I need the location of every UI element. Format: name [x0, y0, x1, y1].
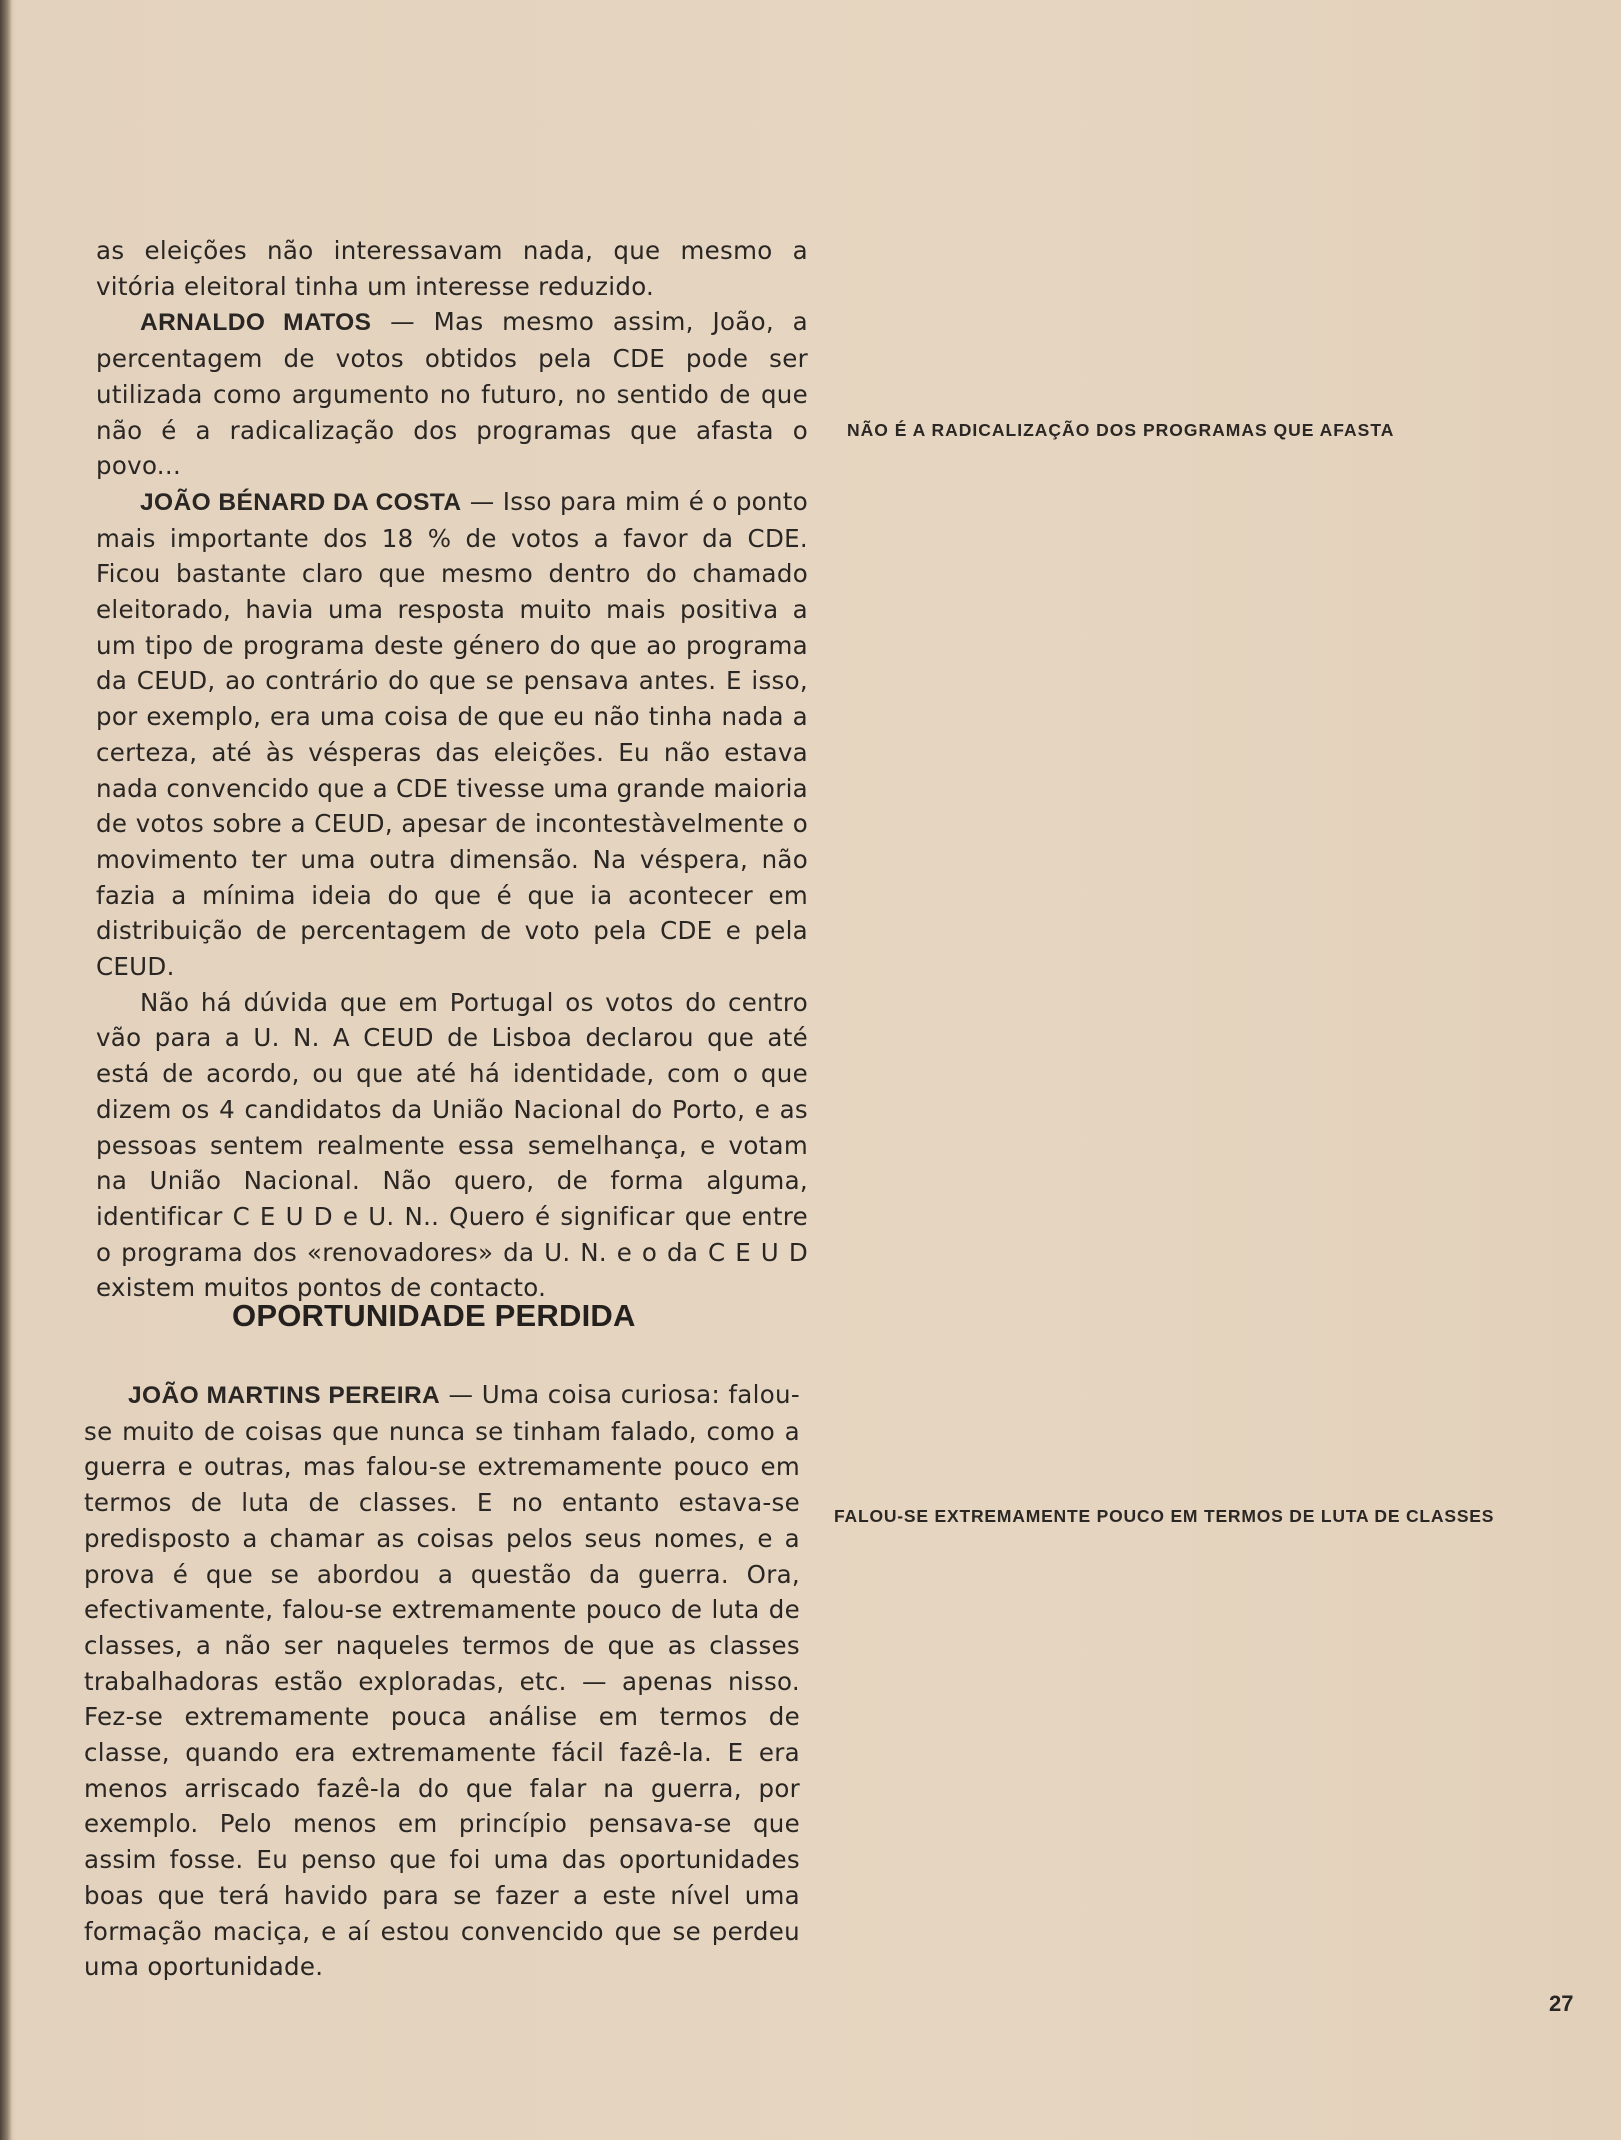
paragraph-text: — Isso para mim é o ponto mais importante dos 18 % de votos a favor da CDE. Ficou bastante claro que mesmo dentro do chamado eleitorado, havia uma resposta muito mais positiva a um tipo de programa deste género do que ao programa da CEUD, ao contrário do que se pensava antes. E isso, por exemplo, era uma coisa de que eu não tinha nada a certeza, até às vésperas das eleições. Eu não estava nada convencido que a CDE tivesse uma grande maioria de votos sobre a CEUD, apesar de incontestàvelmente o movimento ter uma outra dimensão. Na véspera, não fazia a mínima ideia do que é que ia acontecer em distribuição de percentagem de voto pela CDE e pela CEUD.: [96, 486, 808, 982]
paragraph: [84, 1377, 800, 1985]
paragraph-text: — Mas mesmo assim, João, a percentagem de votos obtidos pela CDE pode ser utilizada como argumento no futuro, no sentido de que não é a radicalização dos programas que afasta o povo...: [96, 307, 808, 481]
paragraph-text: — Uma coisa curiosa: falou-se muito de coisas que nunca se tinham falado, como a guerra e outras, mas falou-se extremamente pouco em termos de luta de classes. E no entanto estava-se predisposto a chamar as coisas pelos seus nomes, e a prova é que se abordou a questão da guerra. Ora, efectivamente, falou-se extremamente pouco de luta de classes, a não ser naqueles termos de que as classes trabalhadoras estão exploradas, etc. — apenas nisso. Fez-se extremamente pouca análise em termos de classe, quando era extremamente fácil fazê-la. E era menos arriscado fazê-la do que falar na guerra, por exemplo. Pelo menos em princípio pensava-se que assim fosse. Eu penso que foi uma das oportunidades boas que terá havido para se fazer a este nível uma formação maciça, e aí estou convencido que se perdeu uma oportunidade.: [84, 1380, 800, 1982]
section-heading: OPORTUNIDADE PERDIDA: [232, 1298, 636, 1333]
paragraph: [96, 304, 808, 484]
paragraph-text: as eleições não interessavam nada, que mesmo a vitória eleitoral tinha um interesse reduzido.: [96, 236, 808, 301]
article-column-top: [96, 233, 808, 1306]
paragraph: [96, 233, 808, 304]
speaker-name: JOÃO MARTINS PEREIRA: [128, 1382, 441, 1409]
page-binding-edge: [0, 0, 12, 2140]
paragraph-text: Não há dúvida que em Portugal os votos do centro vão para a U. N. A CEUD de Lisboa declarou que até está de acordo, ou que até há identidade, com o que dizem os 4 candidatos da União Nacional do Porto, e as pessoas sentem realmente essa semelhança, e votam na União Nacional. Não quero, de forma alguma, identificar C E U D e U. N.. Quero é significar que entre o programa dos «renovadores» da U. N. e o da C E U D existem muitos pontos de contacto.: [96, 987, 808, 1303]
paragraph: [96, 985, 808, 1306]
pull-quote: NÃO É A RADICALIZAÇÃO DOS PROGRAMAS QUE AFASTA: [847, 420, 1395, 440]
pull-quote: FALOU-SE EXTREMAMENTE POUCO EM TERMOS DE LUTA DE CLASSES: [834, 1506, 1495, 1526]
speaker-name: JOÃO BÉNARD DA COSTA: [140, 488, 462, 516]
page-number: 27: [1549, 1991, 1574, 2016]
paragraph: [96, 484, 808, 985]
speaker-name: ARNALDO MATOS: [140, 309, 372, 337]
article-column-bottom: [84, 1377, 800, 1985]
